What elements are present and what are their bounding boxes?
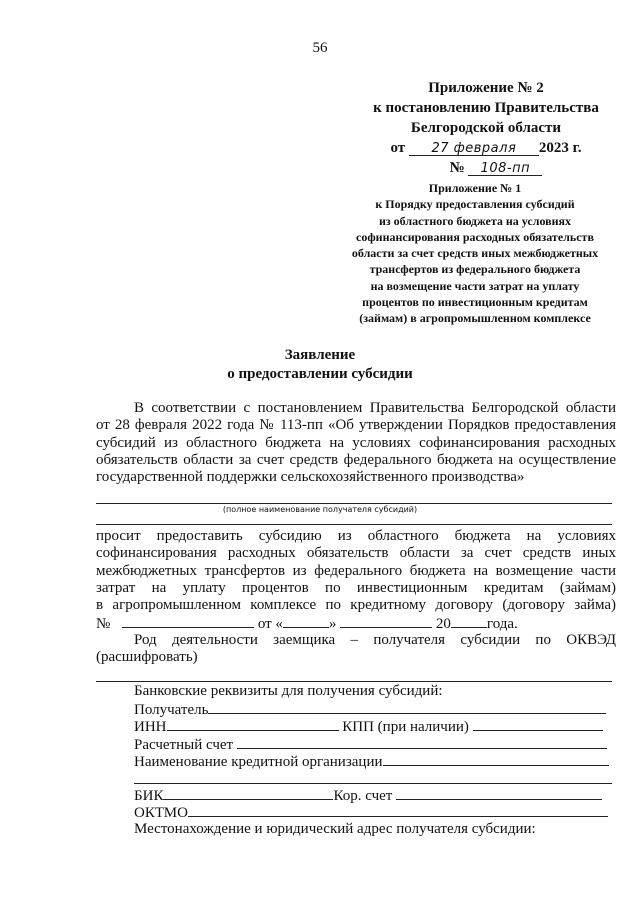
activity-field[interactable]: [96, 681, 612, 682]
recipient-caption: (полное наименование получателя субсидий): [222, 505, 418, 514]
contract-year-suffix: года.: [486, 616, 518, 632]
contract-quote-close: »: [328, 616, 337, 632]
appendix-2-region: Белгородской области: [410, 120, 562, 136]
kpp-field[interactable]: [473, 717, 603, 731]
number-prefix: №: [449, 160, 465, 176]
contract-year-prefix: 20: [435, 616, 451, 632]
credit-org-field-2[interactable]: [134, 783, 612, 784]
credit-org-row: [134, 752, 609, 771]
appendix-2-ref: к постановлению Правительства: [373, 100, 599, 116]
recipient-name-line[interactable]: [96, 503, 612, 504]
activity-line: (расшифровать): [96, 649, 198, 666]
contract-month-field[interactable]: [340, 614, 432, 628]
credit-org-field[interactable]: [383, 752, 609, 766]
appendix-1-line: Приложение № 1: [428, 181, 522, 195]
appendix-2-header: [360, 78, 612, 178]
appendix-1-line: (займам) в агропромышленном комплексе: [359, 311, 591, 326]
intro-line: государственной поддержки сельскохозяйственного производства»: [96, 469, 525, 486]
bik-field[interactable]: [163, 786, 333, 800]
request-line: софинансирования расходных обязательств области за счет средств иных: [96, 545, 616, 562]
kpp-label: КПП (при наличии): [342, 719, 469, 735]
recipient-label: Получатель: [134, 702, 209, 718]
appendix-2-date: [360, 138, 612, 158]
request-line: просит предоставить субсидию из областного бюджета на условиях: [96, 528, 616, 544]
bik-label: БИК: [134, 788, 164, 804]
handwritten-number: 108-пп: [468, 159, 542, 176]
oktmo-field[interactable]: [188, 803, 608, 817]
request-paragraph: [96, 528, 616, 614]
page-number: 56: [312, 40, 328, 56]
request-line: затрат на уплату процентов по инвестиционным кредитам (займам): [96, 579, 616, 596]
document-title: [0, 346, 640, 384]
intro-paragraph: [96, 400, 616, 486]
oktmo-row: [134, 803, 608, 822]
inn-label: ИНН: [134, 719, 167, 735]
account-label: Расчетный счет: [134, 737, 234, 753]
intro-line: от 28 февраля 2022 года № 113-пп «Об утверждении Порядков предоставления: [96, 417, 616, 434]
activity-paragraph: [96, 632, 616, 667]
request-line: в агропромышленном комплексе по кредитному договору (договору займа): [96, 597, 616, 614]
title-line-2: о предоставлении субсидии: [227, 366, 413, 382]
intro-line: обязательств области за счет средств федерального бюджета на осуществление: [96, 451, 616, 468]
oktmo-label: ОКТМО: [134, 805, 188, 821]
appendix-1-line: софинансирования расходных обязательств: [356, 229, 594, 244]
appendix-1-header: [330, 180, 620, 327]
appendix-1-line: на возмещение части затрат на уплату: [370, 278, 580, 293]
contract-no-label: №: [96, 616, 111, 632]
intro-line: В соответствии с постановлением Правительства Белгородской области: [134, 400, 616, 416]
appendix-1-line: области за счет средств иных межбюджетных: [351, 246, 599, 261]
date-prefix: от: [390, 140, 406, 156]
appendix-2-title: Приложение № 2: [428, 80, 544, 96]
appendix-1-line: трансфертов из федерального бюджета: [369, 262, 581, 277]
address-label: Местонахождение и юридический адрес получателя субсидии:: [134, 821, 536, 837]
request-line: межбюджетных трансфертов из федерального бюджета на возмещение части: [96, 562, 616, 579]
credit-org-label: Наименование кредитной организации: [134, 754, 383, 770]
recipient-name-line-2[interactable]: [96, 524, 612, 525]
corr-account-label: Кор. счет: [333, 788, 393, 804]
contract-year-field[interactable]: [451, 614, 487, 628]
contract-number-field[interactable]: [122, 614, 254, 628]
contract-day-field[interactable]: [283, 614, 329, 628]
activity-line: Род деятельности заемщика – получателя субсидии по ОКВЭД: [134, 632, 616, 648]
inn-kpp-row: [134, 717, 603, 736]
appendix-1-line: к Порядку предоставления субсидий: [375, 197, 575, 212]
corr-account-field[interactable]: [396, 786, 602, 800]
title-line-1: Заявление: [284, 347, 356, 363]
appendix-1-line: процентов по инвестиционным кредитам: [362, 295, 588, 310]
account-field[interactable]: [237, 735, 607, 749]
appendix-1-line: из областного бюджета на условиях: [378, 213, 572, 228]
recipient-field[interactable]: [208, 700, 606, 714]
handwritten-date: 27 февраля: [409, 139, 539, 156]
contract-row: [96, 614, 518, 633]
date-suffix: 2023 г.: [538, 140, 582, 156]
inn-field[interactable]: [167, 717, 339, 731]
bank-heading: Банковские реквизиты для получения субсидий:: [134, 683, 443, 699]
appendix-2-number: [360, 158, 612, 178]
contract-from-label: от «: [257, 616, 283, 632]
intro-line: субсидий из областного бюджета на условиях софинансирования расходных: [96, 434, 616, 451]
